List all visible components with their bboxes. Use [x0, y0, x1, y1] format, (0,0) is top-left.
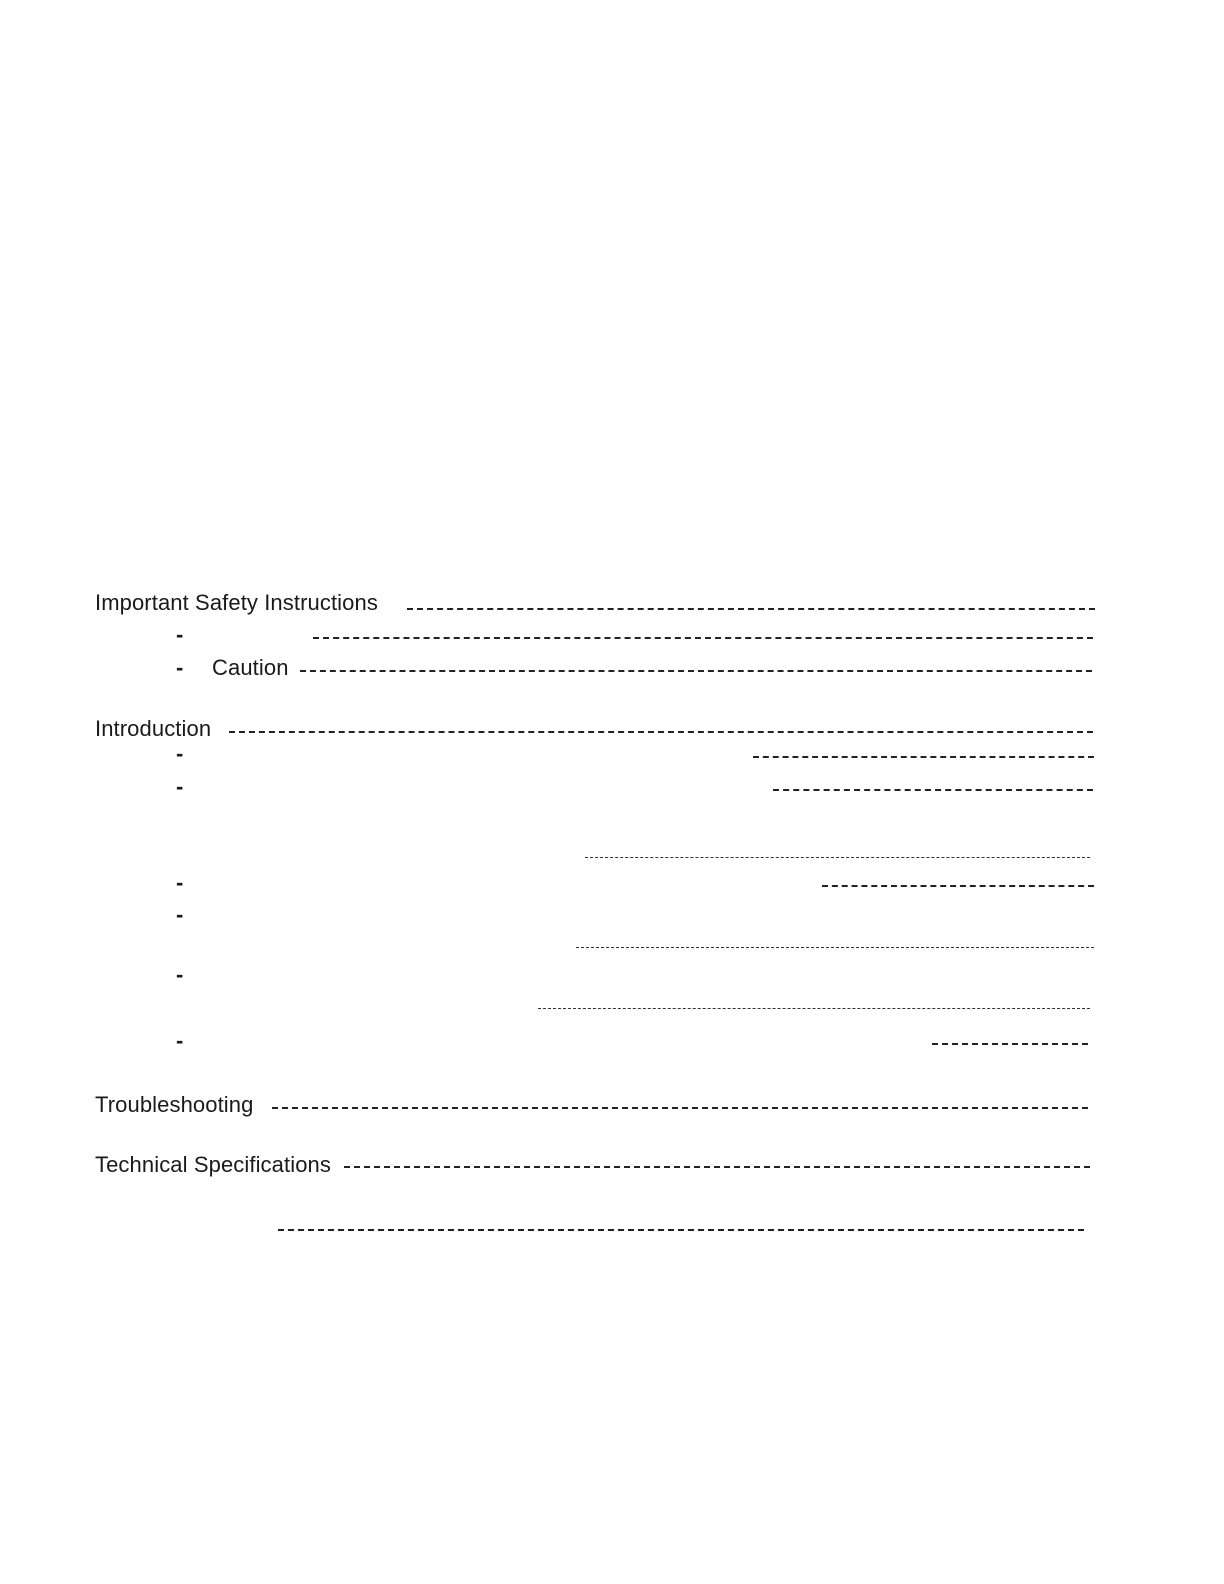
- toc-bullet: -: [176, 622, 184, 647]
- toc-leader-dots: [313, 637, 1093, 639]
- toc-bullet: -: [176, 655, 184, 680]
- toc-bullet: -: [176, 774, 184, 799]
- toc-leader-dots: [407, 608, 1095, 610]
- toc-leader-dots: [344, 1166, 1090, 1168]
- toc-entry-introduction[interactable]: Introduction: [95, 716, 212, 741]
- toc-entry-important-safety-instructions[interactable]: Important Safety Instructions: [95, 590, 378, 615]
- toc-subentry-caution[interactable]: Caution: [212, 655, 289, 680]
- toc-leader-dots: [585, 857, 1090, 858]
- toc-leader-dots: [822, 885, 1094, 887]
- toc-bullet: -: [176, 1028, 184, 1053]
- toc-bullet: -: [176, 741, 184, 766]
- toc-leader-dots: [272, 1107, 1088, 1109]
- toc-leader-dots: [538, 1008, 1090, 1009]
- toc-leader-dots: [932, 1043, 1088, 1045]
- toc-bullet: -: [176, 902, 184, 927]
- toc-leader-dots: [576, 947, 1094, 948]
- toc-bullet: -: [176, 870, 184, 895]
- toc-entry-troubleshooting[interactable]: Troubleshooting: [95, 1092, 254, 1117]
- toc-leader-dots: [753, 756, 1094, 758]
- toc-leader-dots: [300, 670, 1092, 672]
- toc-bullet: -: [176, 962, 184, 987]
- toc-leader-dots: [773, 789, 1093, 791]
- toc-leader-dots: [278, 1229, 1084, 1231]
- toc-leader-dots: [229, 731, 1093, 733]
- toc-entry-technical-specifications[interactable]: Technical Specifications: [95, 1152, 331, 1177]
